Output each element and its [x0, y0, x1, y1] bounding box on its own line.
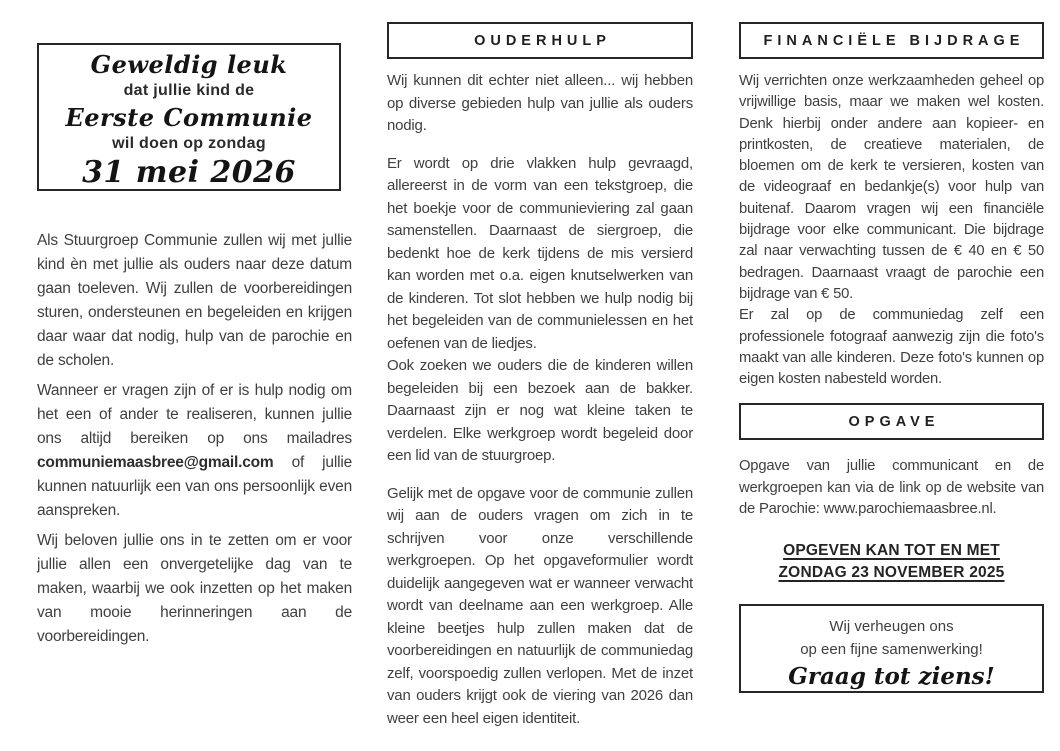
closing-script-line: Graag tot ziens! — [788, 663, 995, 691]
paragraph-promise — [37, 529, 352, 649]
paragraph-costs — [739, 71, 1044, 390]
banner-date-line: 31 mei 2026 — [82, 155, 296, 190]
contact-text-pre: Wanneer er vragen zijn of er is hulp nodig om het een of ander te realiseren, kunnen jullie ons altijd bereiken op ons mailadres — [37, 382, 352, 447]
paragraph-signup-workgroups — [387, 483, 693, 731]
paragraph-signup-info — [739, 456, 1044, 520]
deadline-notice — [739, 540, 1044, 583]
right-column — [739, 0, 1044, 693]
banner-box — [37, 43, 341, 191]
banner-script-line-3: Eerste Communie — [65, 103, 313, 132]
closing-line-1: Wij verheugen ons — [829, 618, 954, 636]
paragraph-text: Ook zoeken we ouders die de kinderen willen begeleiden bij een bezoek aan de bakker. Daarnaast zijn er nog wat kleine taken te verdelen. Elke werkgroep wordt begeleid door een lid van de stuurgroep. — [387, 357, 693, 464]
left-column — [37, 0, 352, 649]
section-header-label: OUDERHULP — [474, 32, 611, 49]
left-column-text — [37, 229, 352, 649]
middle-column-text — [387, 70, 693, 730]
paragraph-text: Er wordt op drie vlakken hulp gevraagd, allereerst in de vorm van een tekstgroep, die het boekje voor de communieviering zal gaan samenstellen. Daarnaast de siergroep, die bedenkt hoe de kerk tijdens de mis versierd kan worden met o.a. eigen knutselwerken van de kinderen. Tot slot hebben we hulp nodig bij het begeleiden van de communielessen en het oefenen van de liedjes. — [387, 154, 693, 352]
paragraph-text — [37, 379, 352, 523]
banner-text-line-2: dat jullie kind de — [123, 82, 255, 99]
paragraph-contact — [37, 379, 352, 523]
section-header-label: FINANCIËLE BIJDRAGE — [763, 32, 1025, 49]
section-header-ouderhulp — [387, 22, 693, 59]
paragraph-text: Wij kunnen dit echter niet alleen... wij hebben op diverse gebieden hulp van jullie als ouders nodig. — [387, 72, 693, 134]
banner-script-line-1: Geweldig leuk — [90, 50, 288, 79]
contact-text-post: of jullie kunnen natuurlijk een van ons persoonlijk even aanspreken. — [37, 454, 352, 519]
paragraph-intro — [37, 229, 352, 373]
paragraph-text: Wij beloven jullie ons in te zetten om er voor jullie allen een onvergetelijke dag van te maken, waarbij we ook inzetten op het maken van mooie herinneringen aan de voorbereidingen. — [37, 532, 352, 645]
paragraph-text: Gelijk met de opgave voor de communie zullen wij aan de ouders vragen om zich in te schrijven voor onze verschillende werkgroepen. Op het opgaveformulier wordt duidelijk aangegeven wat er wanneer verwacht wordt van deelname aan een werkgroep. Alle kleine beetjes hulp zullen maken dat de voorbereidingen en natuurlijk de communiedag zelf, voorspoedig zullen verlopen. Met de inzet van ouders krijgt ook de viering van 2026 dan weer een heel eigen identiteit. — [387, 484, 693, 727]
closing-line-2: op een fijne samenwerking! — [800, 641, 983, 659]
right-column-text-bottom — [739, 456, 1044, 520]
deadline-line-1: OPGEVEN KAN TOT EN MET — [783, 542, 1000, 560]
paragraph-text: Wij verrichten onze werkzaamheden geheel op vrijwillige basis, maar we maken wel kosten. Denk hierbij onder andere aan kopieer- en printkosten, de creatieve materialen, de bloemen om de kerk te versieren, kosten van de videograaf en bedankje(s) voor hulp van buitenaf. Daarom vragen wij een financiële bijdrage voor elke communicant. Die bijdrage zal naar verwachting tussen de € 40 en € 50 bedragen. Daarnaast vraagt de parochie een bijdrage van € 50. — [739, 73, 1044, 302]
closing-box — [739, 604, 1044, 693]
middle-column — [387, 0, 693, 730]
banner-text-line-4: wil doen op zondag — [112, 135, 266, 152]
section-header-label: OPGAVE — [848, 413, 940, 430]
deadline-line-2: ZONDAG 23 NOVEMBER 2025 — [778, 563, 1005, 581]
right-column-text-top — [739, 71, 1044, 390]
email-address: communiemaasbree@gmail.com — [37, 454, 274, 471]
paragraph-help-intro — [387, 70, 693, 138]
paragraph-text: Als Stuurgroep Communie zullen wij met jullie kind èn met jullie als ouders naar deze datum gaan toeleven. Wij zullen de voorbereidingen sturen, ondersteunen en begeleiden en krijgen daar waar dat nodig, hulp van de parochie en de scholen. — [37, 232, 352, 369]
paragraph-text: Opgave van jullie communicant en de werkgroepen kan via de link op de website van de Parochie: www.parochiemaasbree.nl. — [739, 458, 1044, 518]
paragraph-text: Er zal op de communiedag zelf een professionele fotograaf aanwezig zijn die foto's maakt van alle kinderen. Deze foto's kunnen op eigen kosten nabesteld worden. — [739, 307, 1044, 388]
section-header-financiele-bijdrage — [739, 22, 1044, 59]
section-header-opgave — [739, 403, 1044, 440]
paragraph-workgroups — [387, 153, 693, 468]
